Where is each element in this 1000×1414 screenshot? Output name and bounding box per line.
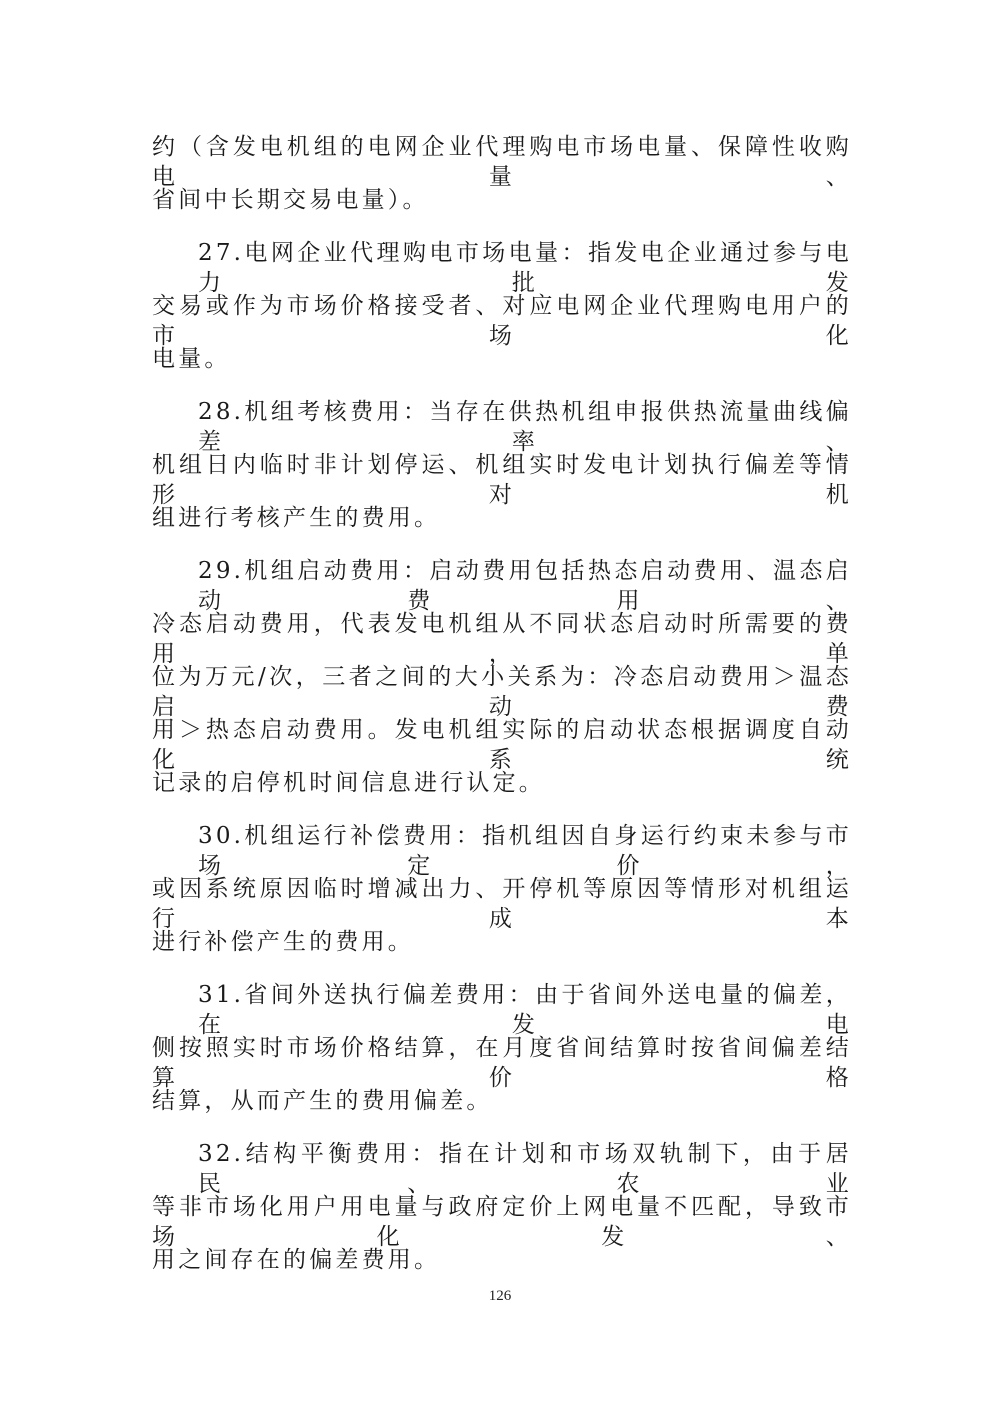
text-line: 用之间存在的偏差费用。: [152, 1247, 441, 1273]
text-line: 或因系统原因临时增减出力、开停机等原因等情形对机组运行成本: [152, 876, 852, 932]
text-line: 用＞热态启动费用。发电机组实际的启动状态根据调度自动化系统: [152, 717, 852, 773]
text-line: 电量。: [152, 346, 231, 372]
text-line: 结算，从而产生的费用偏差。: [152, 1088, 493, 1114]
text-line: 进行补偿产生的费用。: [152, 929, 414, 955]
text-line: 约（含发电机组的电网企业代理购电市场电量、保障性收购电量、: [152, 134, 852, 190]
text-line: 侧按照实时市场价格结算，在月度省间结算时按省间偏差结算价格: [152, 1035, 852, 1091]
text-line: 冷态启动费用，代表发电机组从不同状态启动时所需要的费用，单: [152, 611, 852, 667]
text-line: 机组日内临时非计划停运、机组实时发电计划执行偏差等情形对机: [152, 452, 852, 508]
text-line: 省间中长期交易电量）。: [152, 187, 429, 213]
paragraph-28-start: 28.机组考核费用：当存在供热机组申报供热流量曲线偏差率、: [198, 399, 852, 455]
page-number: 126: [488, 1288, 512, 1304]
text-line: 位为万元/次，三者之间的大小关系为：冷态启动费用＞温态启动费: [152, 664, 852, 720]
paragraph-32-start: 32.结构平衡费用：指在计划和市场双轨制下，由于居民、农业: [198, 1141, 852, 1197]
text-line: 交易或作为市场价格接受者、对应电网企业代理购电用户的市场化: [152, 293, 852, 349]
paragraph-31-start: 31.省间外送执行偏差费用：由于省间外送电量的偏差，在发电: [198, 982, 852, 1038]
text-line: 等非市场化用户用电量与政府定价上网电量不匹配，导致市场化发、: [152, 1194, 852, 1250]
text-line: 记录的启停机时间信息进行认定。: [152, 770, 545, 796]
paragraph-29-start: 29.机组启动费用：启动费用包括热态启动费用、温态启动费用、: [198, 558, 852, 614]
paragraph-27-start: 27.电网企业代理购电市场电量：指发电企业通过参与电力批发: [198, 240, 852, 296]
text-line: 组进行考核产生的费用。: [152, 505, 441, 531]
paragraph-30-start: 30.机组运行补偿费用：指机组因自身运行约束未参与市场定价，: [198, 823, 852, 879]
